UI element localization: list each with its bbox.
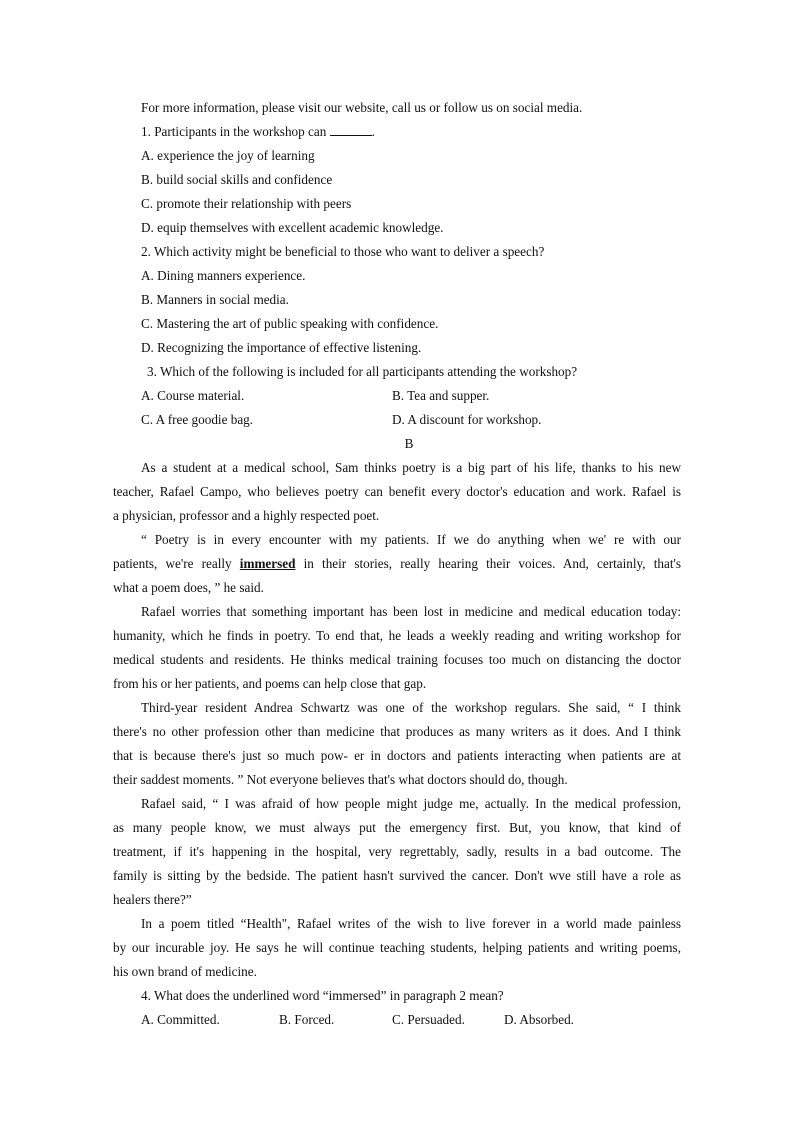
q4-option-d: D. Absorbed. bbox=[504, 1012, 574, 1027]
q1-stem-end: . bbox=[371, 124, 375, 139]
q2-option-d: D. Recognizing the importance of effective listening. bbox=[141, 340, 422, 355]
q3-options-row-1 bbox=[113, 384, 681, 408]
q2-option-a: A. Dining manners experience. bbox=[141, 268, 306, 283]
q1-stem bbox=[113, 120, 681, 144]
p6-line-3: his own brand of medicine. bbox=[113, 964, 257, 979]
q4-option-b: B. Forced. bbox=[279, 1012, 335, 1027]
answer-blank bbox=[330, 122, 372, 136]
section-heading-b: B bbox=[404, 436, 414, 451]
p4-line-1: Third-year resident Andrea Schwartz was one of the workshop regulars. She said, “ I think bbox=[141, 700, 681, 715]
q4-stem: 4. What does the underlined word “immersed” in paragraph 2 mean? bbox=[141, 988, 504, 1003]
document-page bbox=[113, 96, 681, 1032]
p5-line-5: healers there?” bbox=[113, 892, 192, 907]
q3-stem: 3. Which of the following is included for all participants attending the workshop? bbox=[147, 364, 578, 379]
p5-line-2: as many people know, we must always put the emergency first. But, you know, that kind of bbox=[113, 820, 681, 835]
p2-line-3: what a poem does, ” he said. bbox=[113, 580, 264, 595]
p1-line-1: As a student at a medical school, Sam thinks poetry is a big part of his life, thanks to his new bbox=[141, 460, 681, 475]
p3-line-1: Rafael worries that something important has been lost in medicine and medical education today: bbox=[141, 604, 681, 619]
q2-option-b: B. Manners in social media. bbox=[141, 292, 289, 307]
p5-line-3: treatment, if it's happening in the hospital, very regrettably, sadly, results in a bad outcome. The bbox=[113, 844, 681, 859]
p6-line-2: by our incurable joy. He says he will continue teaching students, helping patients and writing poems, bbox=[113, 940, 681, 955]
q1-option-a: A. experience the joy of learning bbox=[141, 148, 315, 163]
q4-options-row bbox=[113, 1008, 681, 1032]
q3-option-d: D. A discount for workshop. bbox=[392, 412, 542, 427]
p1-line-3: a physician, professor and a highly respected poet. bbox=[113, 508, 380, 523]
p2-line-2 bbox=[113, 552, 681, 576]
p5-line-4: family is sitting by the bedside. The patient hasn't survived the cancer. Don't wve still have a role as bbox=[113, 868, 681, 883]
q4-option-a: A. Committed. bbox=[141, 1012, 220, 1027]
p4-line-2: there's no other profession other than medicine that produces as many writers as it does. And I think bbox=[113, 724, 681, 739]
q3-option-a: A. Course material. bbox=[141, 388, 245, 403]
q2-option-c: C. Mastering the art of public speaking with confidence. bbox=[141, 316, 439, 331]
p3-line-4: from his or her patients, and poems can help close that gap. bbox=[113, 676, 427, 691]
p1-line-2: teacher, Rafael Campo, who believes poetry can benefit every doctor's education and work. Rafael is bbox=[113, 484, 681, 499]
q3-option-b: B. Tea and supper. bbox=[392, 388, 490, 403]
intro-line: For more information, please visit our website, call us or follow us on social media. bbox=[141, 100, 583, 115]
p2-line-2-after: in their stories, really hearing their voices. And, certainly, that's bbox=[303, 556, 681, 571]
q1-stem-text: 1. Participants in the workshop can bbox=[141, 124, 327, 139]
p2-line-1: “ Poetry is in every encounter with my patients. If we do anything when we' re with our bbox=[141, 532, 681, 547]
q1-option-d: D. equip themselves with excellent academic knowledge. bbox=[141, 220, 444, 235]
q2-stem: 2. Which activity might be beneficial to those who want to deliver a speech? bbox=[141, 244, 545, 259]
q1-option-c: C. promote their relationship with peers bbox=[141, 196, 352, 211]
q3-option-c: C. A free goodie bag. bbox=[141, 412, 254, 427]
p3-line-3: medical students and residents. He thinks medical training focuses too much on distancing the doctor bbox=[113, 652, 681, 667]
q4-option-c: C. Persuaded. bbox=[392, 1012, 465, 1027]
p6-line-1: In a poem titled “Health", Rafael writes of the wish to live forever in a world made painless bbox=[141, 916, 681, 931]
underlined-word-immersed: immersed bbox=[239, 556, 296, 571]
p3-line-2: humanity, which he finds in poetry. To end that, he leads a weekly reading and writing workshop for bbox=[113, 628, 681, 643]
p4-line-3: that is because there's just so much pow- er in doctors and patients interacting when patients are at bbox=[113, 748, 681, 763]
p4-line-4: their saddest moments. ” Not everyone believes that's what doctors should do, though. bbox=[113, 772, 568, 787]
p5-line-1: Rafael said, “ I was afraid of how people might judge me, actually. In the medical profession, bbox=[141, 796, 681, 811]
q3-options-row-2 bbox=[113, 408, 681, 432]
p2-line-2-before: patients, we're really bbox=[113, 556, 232, 571]
q1-option-b: B. build social skills and confidence bbox=[141, 172, 333, 187]
